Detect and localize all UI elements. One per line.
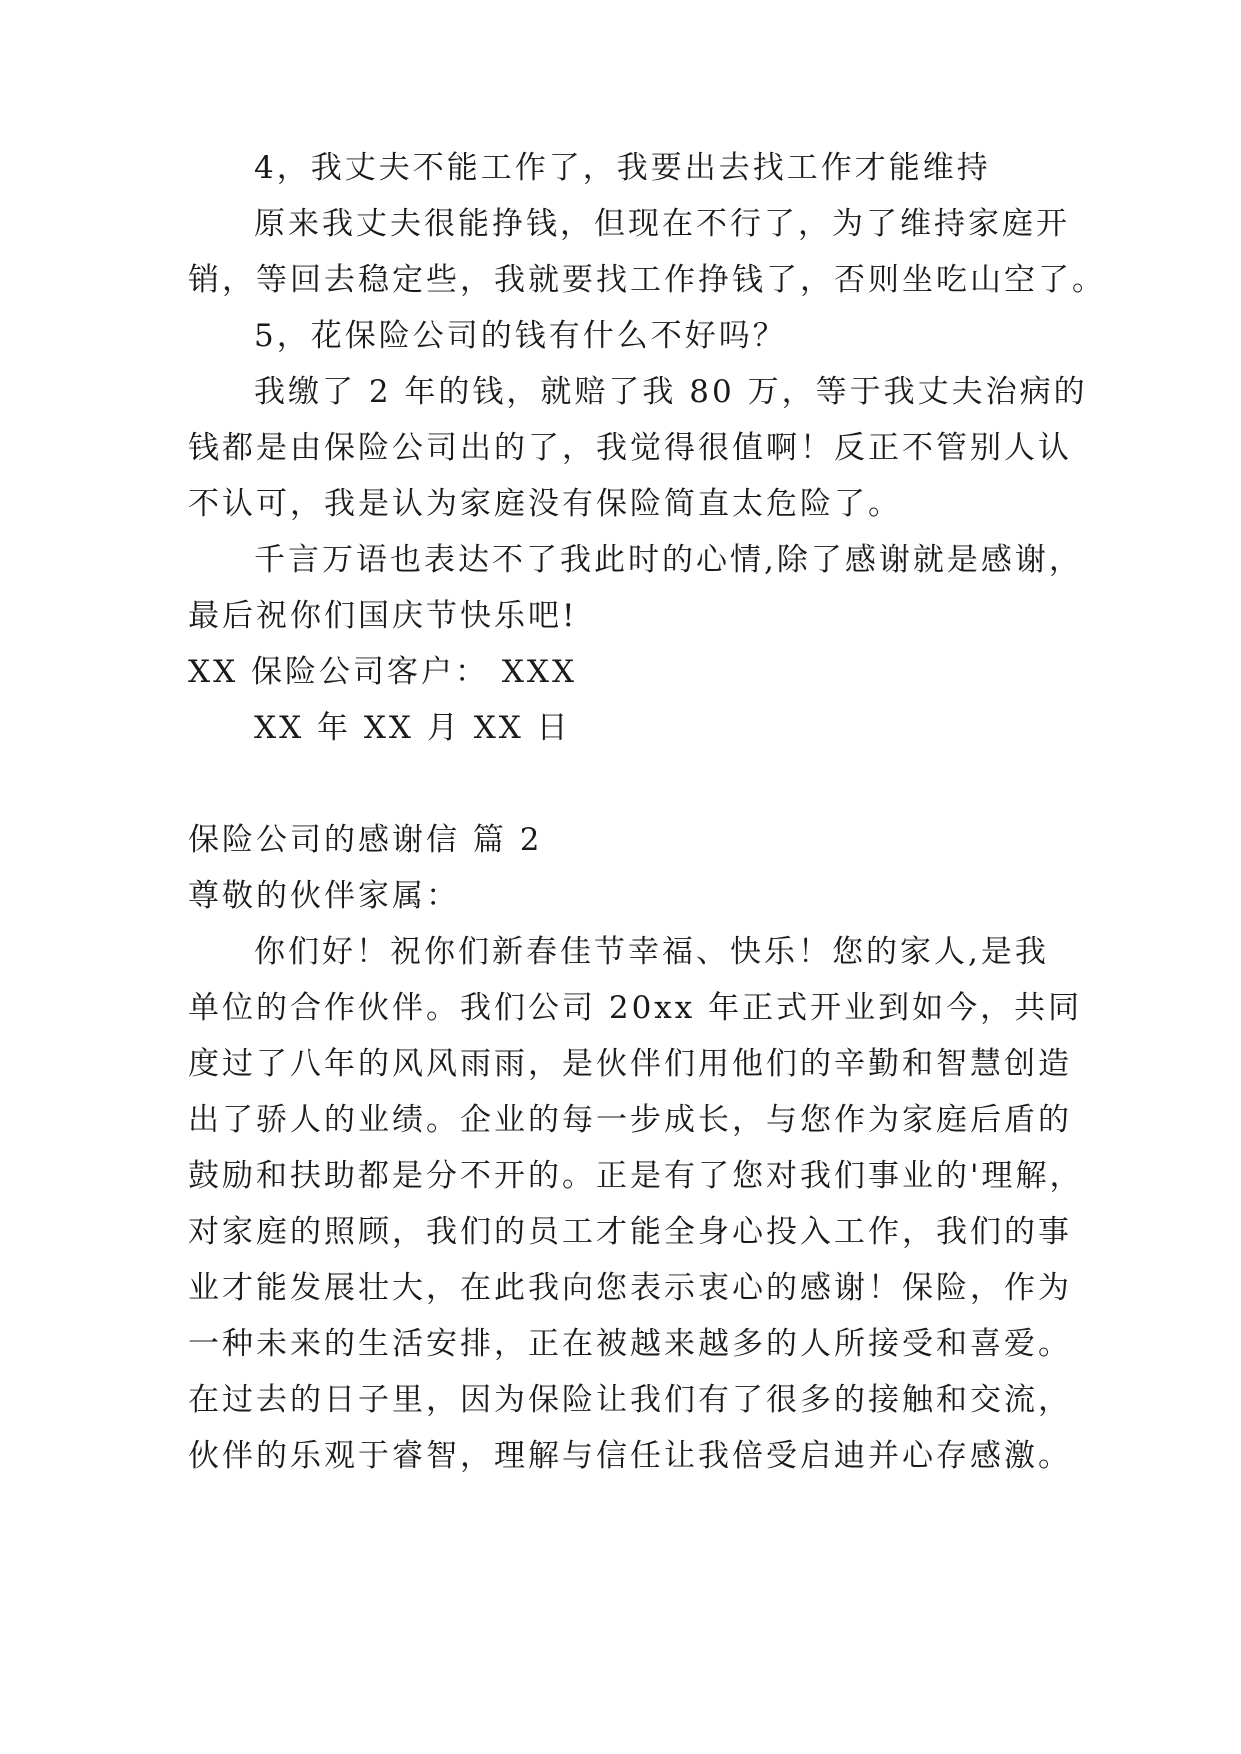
- question-4-answer-line-1: 原来我丈夫很能挣钱，但现在不行了，为了维持家庭开: [254, 206, 1070, 242]
- question-5-answer-line-1: 我缴了 2 年的钱，就赔了我 80 万，等于我丈夫治病的: [254, 374, 1088, 410]
- body-line: 单位的合作伙伴。我们公司 20xx 年正式开业到如今，共同: [188, 990, 1083, 1026]
- body-line: 在过去的日子里，因为保险让我们有了很多的接触和交流，: [188, 1382, 1072, 1418]
- body-line: 一种未来的生活安排，正在被越来越多的人所接受和喜爱。: [188, 1326, 1072, 1362]
- question-5-heading: 5，花保险公司的钱有什么不好吗？: [254, 318, 787, 354]
- question-5-answer-line-3: 不认可，我是认为家庭没有保险简直太危险了。: [188, 486, 902, 522]
- question-5-answer-line-2: 钱都是由保险公司出的了，我觉得很值啊！反正不管别人认: [188, 430, 1072, 466]
- body-line: 伙伴的乐观于睿智，理解与信任让我倍受启迪并心存感激。: [188, 1438, 1072, 1474]
- body-line: 业才能发展壮大，在此我向您表示衷心的感谢！保险，作为: [188, 1270, 1072, 1306]
- signature: XX 保险公司客户： XXX: [188, 654, 578, 690]
- body-line: 你们好！祝你们新春佳节幸福、快乐！您的家人,是我: [254, 934, 1049, 970]
- salutation: 尊敬的伙伴家属：: [188, 878, 460, 914]
- body-line: 出了骄人的业绩。企业的每一步成长，与您作为家庭后盾的: [188, 1102, 1072, 1138]
- body-line: 对家庭的照顾，我们的员工才能全身心投入工作，我们的事: [188, 1214, 1072, 1250]
- body-line: 鼓励和扶助都是分不开的。正是有了您对我们事业的'理解，: [188, 1158, 1084, 1194]
- question-4-heading: 4，我丈夫不能工作了，我要出去找工作才能维持: [254, 150, 991, 186]
- body-line: 度过了八年的风风雨雨，是伙伴们用他们的辛勤和智慧创造: [188, 1046, 1072, 1082]
- section-2-title: 保险公司的感谢信 篇 2: [188, 822, 543, 858]
- question-4-answer-line-2: 销，等回去稳定些，我就要找工作挣钱了，否则坐吃山空了。: [188, 262, 1106, 298]
- closing-line-2: 最后祝你们国庆节快乐吧!: [188, 598, 578, 634]
- closing-line-1: 千言万语也表达不了我此时的心情,除了感谢就是感谢，: [254, 542, 1083, 578]
- letter-date: XX 年 XX 月 XX 日: [254, 710, 571, 746]
